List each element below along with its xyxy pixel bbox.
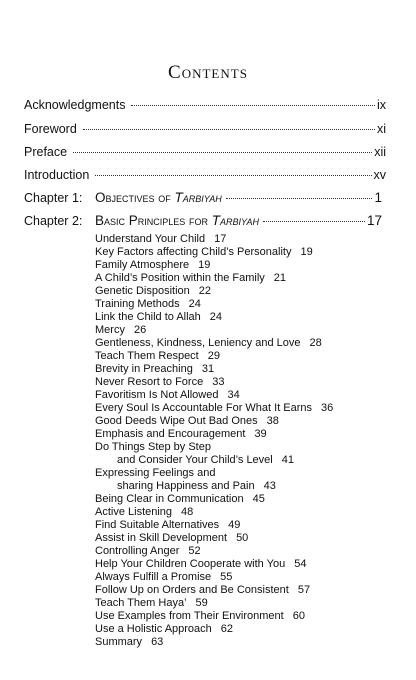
toc-entry-label: Introduction [24, 168, 90, 182]
toc-subsection[interactable]: Teach Them Respect 29 [95, 350, 220, 362]
toc-subsection[interactable]: Expressing Feelings and [95, 467, 216, 479]
toc-entry-introduction[interactable] [24, 168, 386, 182]
toc-subsection[interactable]: Being Clear in Communication 45 [95, 493, 265, 505]
toc-subsection[interactable]: Never Resort to Force 33 [95, 376, 225, 388]
chapter-page: 17 [366, 213, 382, 228]
dot-leader [95, 175, 371, 176]
toc-subsection-continued[interactable]: sharing Happiness and Pain 43 [117, 480, 276, 492]
toc-subsection[interactable]: A Child’s Position within the Family 21 [95, 272, 287, 284]
toc-subsection[interactable]: Brevity in Preaching 31 [95, 363, 215, 375]
chapter-number: Chapter 2: [24, 214, 83, 228]
toc-entry-foreword[interactable] [24, 122, 386, 136]
toc-subsection[interactable]: Always Fulfill a Promise 55 [95, 571, 233, 583]
toc-entry-page: xv [373, 168, 386, 182]
toc-chapter-2[interactable] [24, 213, 382, 229]
toc-subsection[interactable]: Mercy 26 [95, 324, 147, 336]
toc-subsection[interactable]: Teach Them Haya’ 59 [95, 597, 208, 609]
chapter-number: Chapter 1: [24, 191, 83, 205]
toc-entry-label: Preface [24, 145, 68, 159]
toc-subsection[interactable]: Do Things Step by Step [95, 441, 211, 453]
toc-subsection[interactable]: Family Atmosphere 19 [95, 259, 211, 271]
page-title: Contents [168, 62, 248, 83]
dot-leader [73, 152, 372, 153]
toc-subsection[interactable]: Assist in Skill Development 50 [95, 532, 249, 544]
chapter-title: Basic Principles for Tarbiyah [95, 213, 260, 228]
toc-subsection[interactable]: Key Factors affecting Child’s Personality 19 [95, 246, 313, 258]
toc-subsection[interactable]: Understand Your Child 17 [95, 233, 227, 245]
toc-subsection[interactable]: Genetic Disposition 22 [95, 285, 212, 297]
toc-subsection[interactable]: Favoritism Is Not Allowed 34 [95, 389, 240, 401]
toc-subsection[interactable]: Use a Holistic Approach 62 [95, 623, 234, 635]
toc-entry-page: xii [374, 145, 386, 159]
toc-entry-label: Foreword [24, 122, 77, 136]
toc-subsection[interactable]: Controlling Anger 52 [95, 545, 201, 557]
toc-subsection[interactable]: Find Suitable Alternatives 49 [95, 519, 241, 531]
toc-subsection[interactable]: Active Listening 48 [95, 506, 194, 518]
toc-entry-preface[interactable] [24, 145, 386, 159]
dot-leader [263, 221, 365, 222]
toc-subsection[interactable]: Summary 63 [95, 636, 164, 648]
toc-entry-label: Acknowledgments [24, 98, 126, 112]
chapter-title: Objectives of Tarbiyah [95, 190, 222, 205]
toc-subsection[interactable]: Training Methods 24 [95, 298, 201, 310]
toc-subsection[interactable]: Link the Child to Allah 24 [95, 311, 223, 323]
toc-subsection[interactable]: Gentleness, Kindness, Leniency and Love 28 [95, 337, 322, 349]
toc-subsection-continued[interactable]: and Consider Your Child’s Level 41 [117, 454, 294, 466]
toc-entry-page: ix [376, 98, 386, 112]
dot-leader [83, 129, 375, 130]
toc-subsection[interactable]: Help Your Children Cooperate with You 54 [95, 558, 307, 570]
toc-subsection[interactable]: Every Soul Is Accountable For What It Earns 36 [95, 402, 334, 414]
toc-subsection[interactable]: Follow Up on Orders and Be Consistent 57 [95, 584, 311, 596]
chapter-page: 1 [374, 190, 382, 205]
toc-subsection[interactable]: Emphasis and Encouragement 39 [95, 428, 267, 440]
toc-chapter-1[interactable] [24, 190, 382, 206]
dot-leader [226, 198, 373, 199]
dot-leader [131, 105, 375, 106]
toc-subsection[interactable]: Good Deeds Wipe Out Bad Ones 38 [95, 415, 279, 427]
toc-entry-acknowledgments[interactable] [24, 98, 386, 112]
toc-subsection[interactable]: Use Examples from Their Environment 60 [95, 610, 305, 622]
toc-entry-page: xi [376, 122, 386, 136]
